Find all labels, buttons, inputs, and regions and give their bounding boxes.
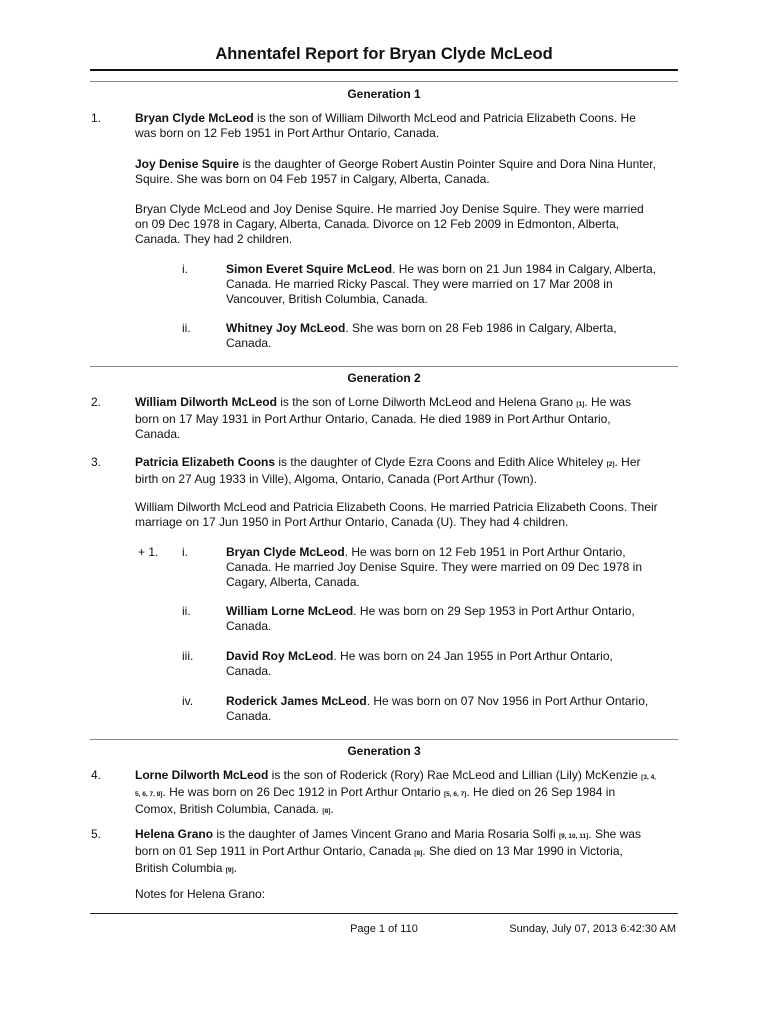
gen1-child-2-numeral: ii.	[182, 321, 191, 335]
footer-rule	[90, 913, 678, 914]
generation-2-rule	[90, 366, 678, 367]
entry-2-marriage-text: William Dilworth McLeod and Patricia Elizabeth Coons. He married Patricia Elizabeth Coons. Their marriage on 17 Jun 1950 in Port Arthur Ontario, Canada (U). They had 4 children.	[135, 500, 658, 529]
source-ref[interactable]: 5, 6, 7, 8]	[135, 791, 163, 798]
report-title: Ahnentafel Report for Bryan Clyde McLeod	[215, 45, 553, 63]
generation-3-heading: Generation 3	[347, 744, 421, 758]
entry-2-text: William Dilworth McLeod is the son of Lorne Dilworth McLeod and Helena Grano [1]. He was born on 17 May 1931 in Port Arthur Ontario, Canada. He died 1989 in Port Arthur Ontario, Canada.	[135, 395, 632, 441]
source-ref[interactable]: [1]	[576, 401, 585, 408]
source-ref[interactable]: [5, 6, 7]	[443, 791, 467, 798]
page-number: Page 1 of 110	[350, 923, 418, 935]
entry-3-name: Patricia Elizabeth Coons	[135, 455, 276, 469]
source-ref[interactable]: [2]	[606, 461, 615, 468]
entry-3-text: Patricia Elizabeth Coons is the daughter of Clyde Ezra Coons and Edith Alice Whiteley [2]. Her birth on 27 Aug 1933 in Ville), Algoma, Ontario, Canada (Port Arthur (Town).	[135, 455, 641, 486]
generation-1-heading: Generation 1	[347, 87, 421, 101]
gen1-child-2-name: Whitney Joy McLeod	[226, 321, 346, 335]
entry-5-text: Helena Grano is the daughter of James Vincent Grano and Maria Rosaria Solfi [9, 10, 11]. She was born on 01 Sep 1911 in Port Arthur Ontario, Canada [8]. She died on 13 Mar 1990 in Victoria, British Columbia [9].	[135, 827, 641, 875]
gen2-child-2-text: William Lorne McLeod. He was born on 29 Sep 1953 in Port Arthur Ontario, Canada.	[226, 604, 635, 633]
notes-label: Notes for Helena Grano:	[135, 887, 266, 901]
gen2-child-2-numeral: ii.	[182, 604, 191, 618]
title-rule	[90, 69, 678, 71]
gen2-child-1-numeral: i.	[182, 545, 188, 559]
source-ref[interactable]: [9, 10, 11]	[559, 833, 589, 840]
gen2-child-3-name: David Roy McLeod	[226, 649, 334, 663]
source-ref[interactable]: [3, 4,	[641, 774, 656, 781]
gen1-child-1-numeral: i.	[182, 262, 188, 276]
gen2-child-4-numeral: iv.	[182, 694, 194, 708]
gen1-child-1-name: Simon Everet Squire McLeod	[226, 262, 393, 276]
generation-2-heading: Generation 2	[347, 371, 421, 385]
gen2-child-3-numeral: iii.	[182, 649, 194, 663]
entry-1-name: Bryan Clyde McLeod	[135, 111, 254, 125]
gen2-child-2-name: William Lorne McLeod	[226, 604, 354, 618]
entry-2-number: 2.	[91, 395, 102, 409]
gen1-child-1-text: Simon Everet Squire McLeod. He was born on 21 Jun 1984 in Calgary, Alberta, Canada. He married Ricky Pascal. They were married on 17 Mar 2008 in Vancouver, British Columbia, Canada.	[226, 262, 656, 306]
entry-1-spouse-name: Joy Denise Squire	[135, 157, 240, 171]
generation-3-rule	[90, 739, 678, 740]
report-timestamp: Sunday, July 07, 2013 6:42:30 AM	[509, 923, 676, 935]
gen1-child-2-text: Whitney Joy McLeod. She was born on 28 Feb 1986 in Calgary, Alberta, Canada.	[226, 321, 617, 350]
source-ref[interactable]: [9]	[225, 867, 234, 874]
gen2-child-1-text: Bryan Clyde McLeod. He was born on 12 Feb 1951 in Port Arthur Ontario, Canada. He married Joy Denise Squire. They were married on 09 Dec 1978 in Cagary, Alberta, Canada.	[226, 545, 642, 589]
entry-5-name: Helena Grano	[135, 827, 214, 841]
gen2-child-4-text: Roderick James McLeod. He was born on 07 Nov 1956 in Port Arthur Ontario, Canada.	[226, 694, 649, 723]
gen2-child-1-name: Bryan Clyde McLeod	[226, 545, 345, 559]
entry-4-text: Lorne Dilworth McLeod is the son of Roderick (Rory) Rae McLeod and Lillian (Lily) McKenzie [3, 4, 5, 6, 7, 8]. He was born on 26 Dec 1912 in Port Arthur Ontario [5, 6, 7]. He died on 26 Sep 1984 in Comox, British Columbia, Canada. [8].	[135, 768, 656, 816]
generation-1-rule	[90, 81, 678, 82]
entry-1-spouse-text: Joy Denise Squire is the daughter of George Robert Austin Pointer Squire and Dora Nina Hunter, Squire. She was born on 04 Feb 1957 in Calgary, Alberta, Canada.	[135, 157, 656, 186]
entry-4-name: Lorne Dilworth McLeod	[135, 768, 269, 782]
entry-1-marriage-text: Bryan Clyde McLeod and Joy Denise Squire. He married Joy Denise Squire. They were married on 09 Dec 1978 in Cagary, Alberta, Canada. Divorce on 12 Feb 2009 in Edmonton, Alberta, Canada. They had 2 children.	[135, 202, 644, 246]
gen2-child-4-name: Roderick James McLeod	[226, 694, 367, 708]
entry-2-name: William Dilworth McLeod	[135, 395, 277, 409]
source-ref[interactable]: [8]	[322, 808, 331, 815]
entry-1-number: 1.	[91, 111, 102, 125]
entry-4-number: 4.	[91, 768, 102, 782]
gen2-child-1-cross-ref[interactable]: + 1.	[138, 545, 159, 559]
entry-1-text: Bryan Clyde McLeod is the son of William Dilworth McLeod and Patricia Elizabeth Coons. He was born on 12 Feb 1951 in Port Arthur Ontario, Canada.	[135, 111, 636, 140]
gen2-child-3-text: David Roy McLeod. He was born on 24 Jan 1955 in Port Arthur Ontario, Canada.	[226, 649, 613, 678]
entry-3-number: 3.	[91, 455, 102, 469]
entry-5-number: 5.	[91, 827, 102, 841]
source-ref[interactable]: [8]	[414, 850, 423, 857]
